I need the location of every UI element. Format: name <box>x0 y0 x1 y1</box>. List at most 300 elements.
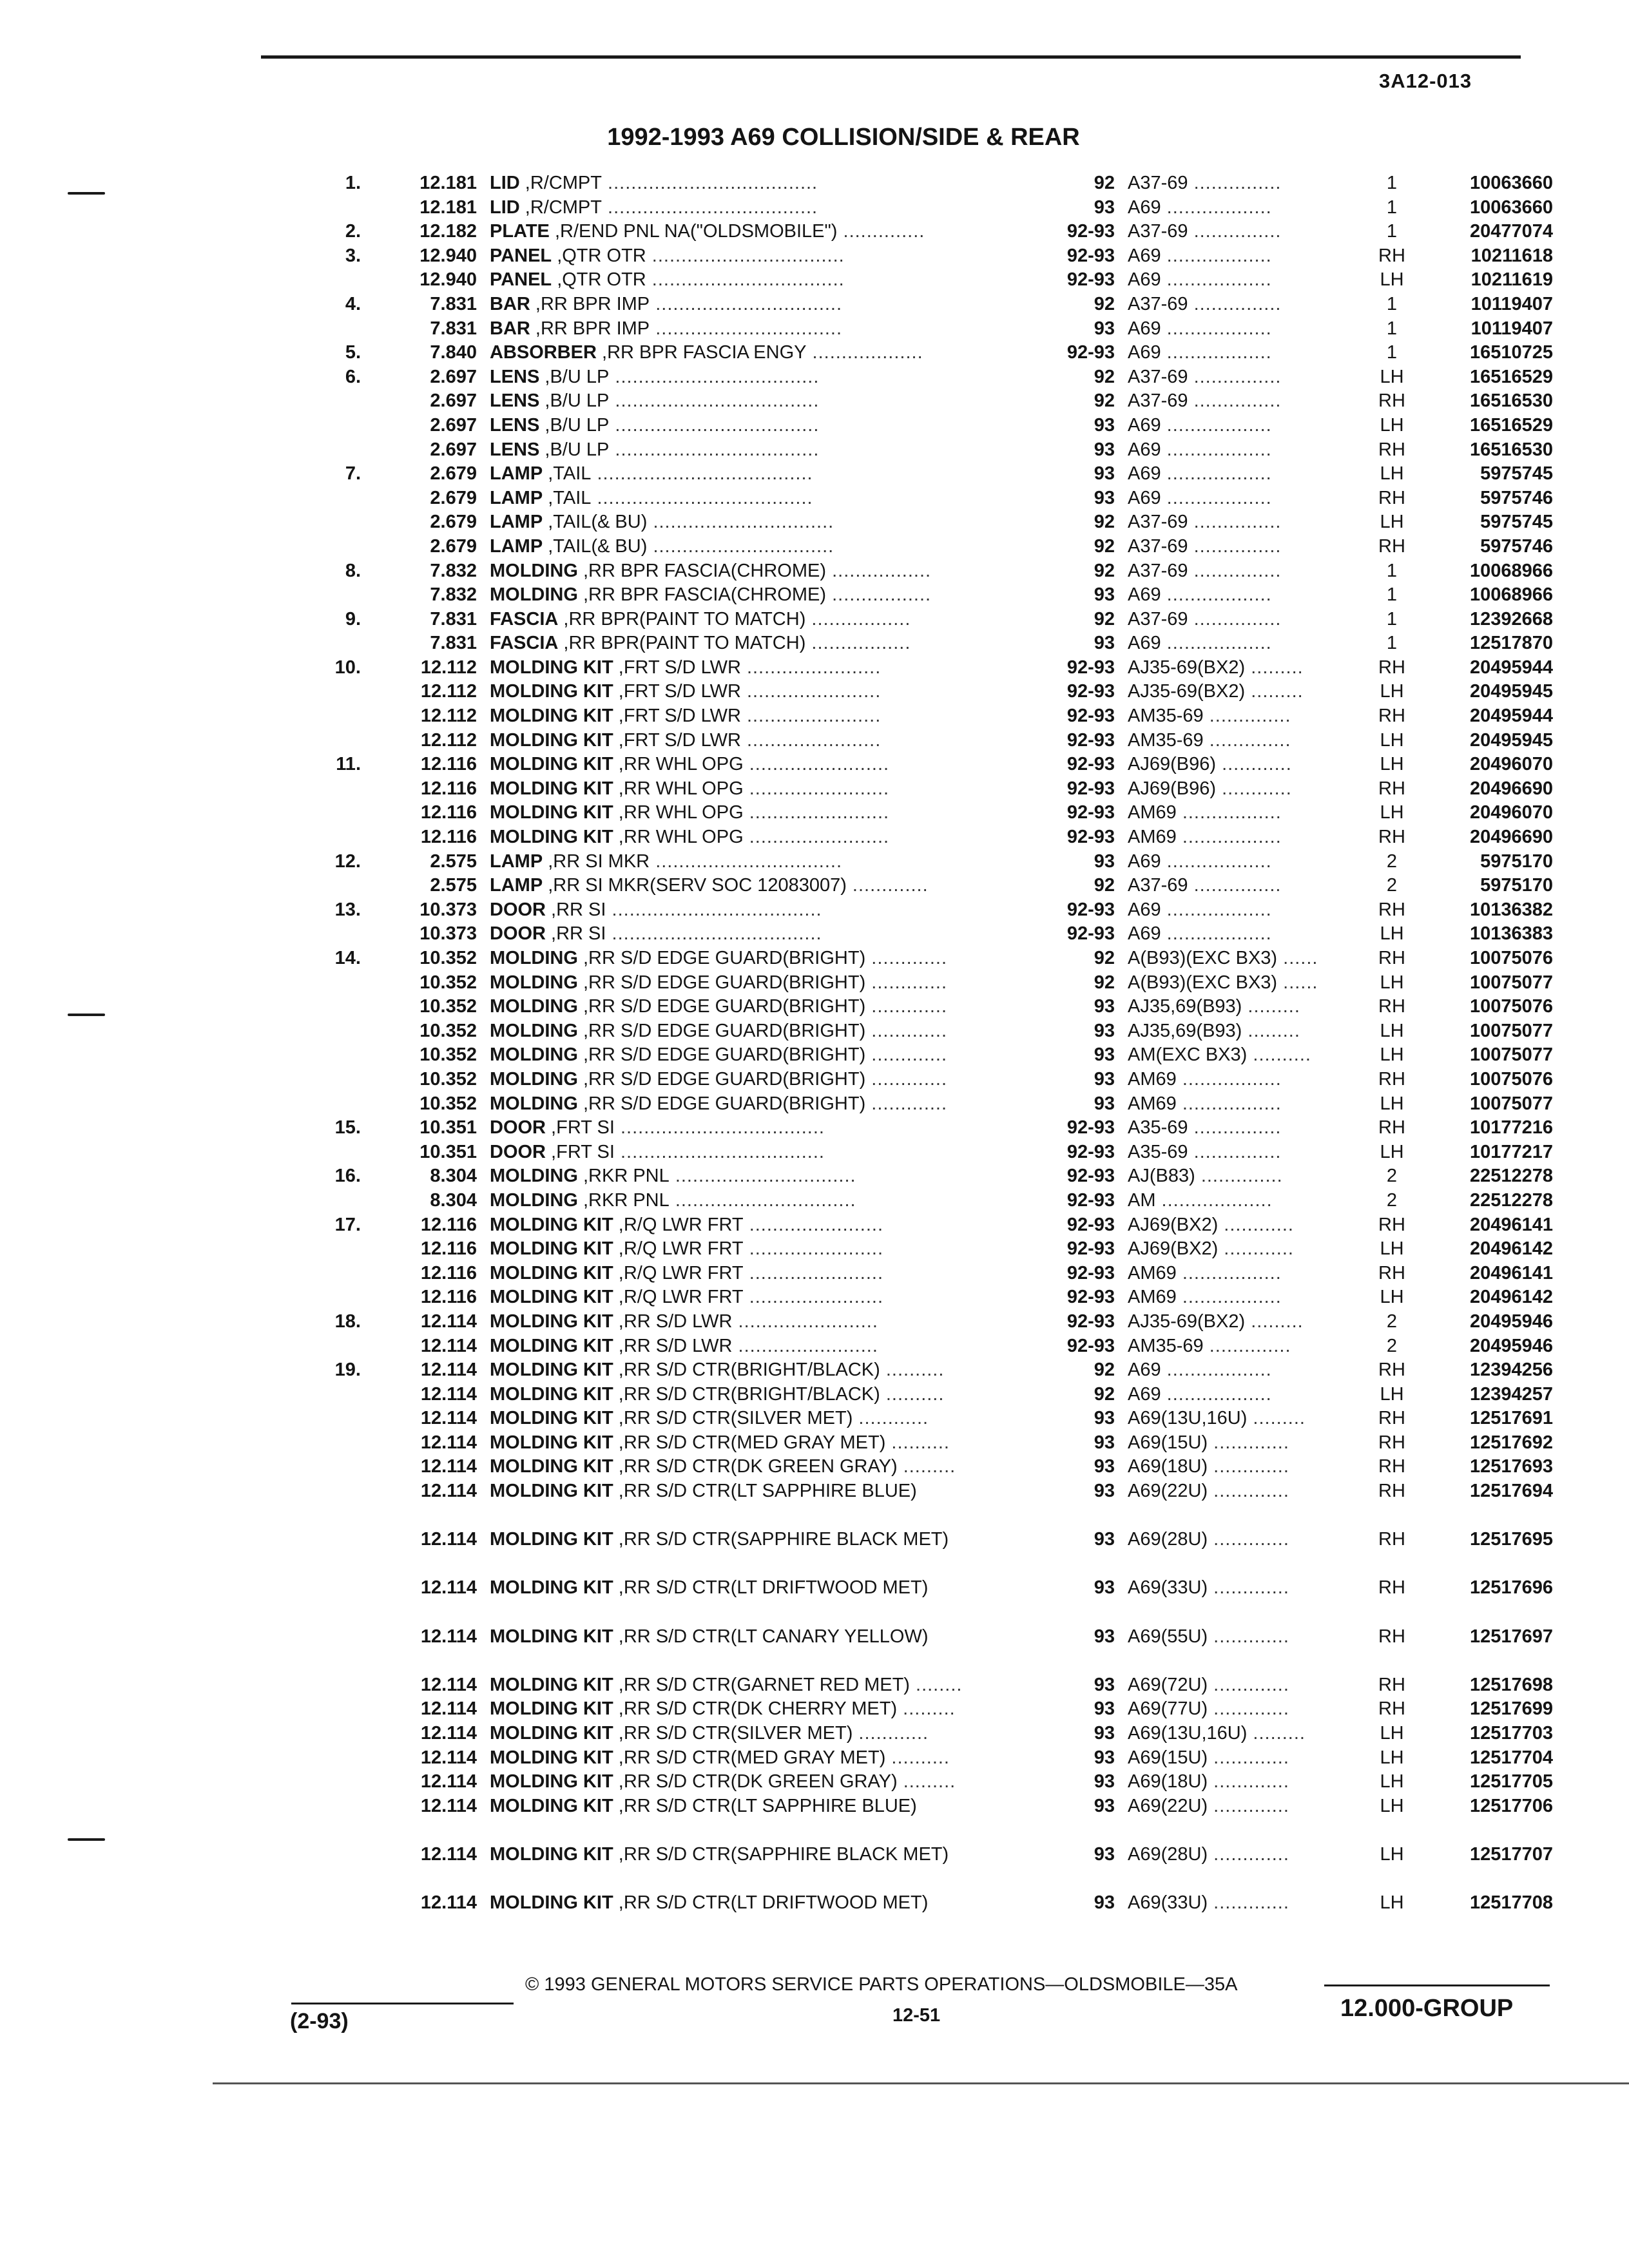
part-detail: ,RR WHL OPG <box>613 754 744 775</box>
quantity: RH <box>1378 1577 1405 1599</box>
part-name: MOLDING KIT <box>490 802 613 823</box>
body-model <box>1128 1528 1398 1552</box>
part-row <box>303 947 1553 971</box>
group-number: 7.831 <box>430 633 477 654</box>
dot-leader: .................. <box>1161 318 1272 339</box>
body-model <box>1128 898 1398 923</box>
model-code: A69 <box>1128 633 1161 654</box>
dot-leader: ....................... <box>740 729 882 751</box>
part-detail: ,RR BPR(PAINT TO MATCH) <box>558 608 806 629</box>
part-name: FASCIA <box>490 633 559 654</box>
part-row <box>303 1189 1553 1213</box>
dot-leader: .......... <box>885 1432 950 1453</box>
model-year: 92 <box>1094 390 1115 412</box>
part-row <box>303 801 1553 825</box>
quantity: RH <box>1378 1432 1405 1453</box>
model-code: A69(28U) <box>1128 1529 1208 1550</box>
group-number: 12.114 <box>420 1674 477 1695</box>
group-number: 2.575 <box>430 850 477 872</box>
part-row <box>303 1043 1553 1068</box>
part-detail: ,RR S/D CTR(LT DRIFTWOOD MET) <box>613 1577 929 1599</box>
part-description <box>490 196 1018 220</box>
body-model <box>1128 268 1398 293</box>
group-number: 12.114 <box>420 1311 477 1332</box>
model-code: A69 <box>1128 584 1161 606</box>
part-detail: ,RR S/D CTR(SAPPHIRE BLACK MET) <box>613 1529 949 1550</box>
part-number: 10075077 <box>1469 972 1553 993</box>
part-number: 10119407 <box>1470 318 1553 339</box>
model-year: 93 <box>1094 1456 1115 1477</box>
group-number: 7.831 <box>430 318 477 339</box>
part-row <box>303 1843 1553 1891</box>
part-row <box>303 1891 1553 1939</box>
part-row <box>303 1262 1553 1286</box>
item-index: 11. <box>336 754 361 775</box>
part-number: 12517691 <box>1469 1408 1553 1429</box>
part-detail: ,RR S/D EDGE GUARD(BRIGHT) <box>577 1093 866 1114</box>
dot-leader: .......... <box>880 1383 945 1405</box>
model-code: A69(33U) <box>1128 1577 1208 1599</box>
group-number: 2.697 <box>430 366 477 387</box>
part-description <box>490 1164 1018 1189</box>
group-number: 12.114 <box>420 1577 477 1599</box>
model-code: A69(13U,16U) <box>1128 1723 1248 1744</box>
quantity: LH <box>1380 923 1404 945</box>
group-number: 12.114 <box>420 1335 477 1356</box>
part-description <box>490 389 1018 414</box>
model-year: 92-93 <box>1066 899 1115 920</box>
part-number: 10075076 <box>1469 996 1553 1017</box>
group-number: 10.352 <box>419 1020 477 1041</box>
footer-group: 12.000-GROUP <box>1340 1995 1514 2022</box>
dot-leader: ........................ <box>732 1335 878 1356</box>
dot-leader: ............. <box>1208 1747 1289 1768</box>
part-detail: ,RR BPR IMP <box>530 293 650 314</box>
model-year: 92-93 <box>1066 729 1115 751</box>
dot-leader: ............. <box>1208 1577 1289 1599</box>
group-number: 10.352 <box>419 972 477 993</box>
part-detail: ,RR S/D EDGE GUARD(BRIGHT) <box>577 1044 866 1066</box>
dot-leader: ......... <box>1245 1311 1304 1332</box>
model-year: 92-93 <box>1066 1117 1115 1139</box>
part-detail: ,R/CMPT <box>519 173 602 193</box>
dot-leader: ............. <box>1208 1795 1289 1816</box>
dot-leader: ............... <box>1188 875 1282 896</box>
quantity: LH <box>1380 512 1404 533</box>
model-code: A69(22U) <box>1128 1795 1208 1816</box>
part-name: PLATE <box>490 221 550 242</box>
item-index: 17. <box>334 1214 361 1235</box>
part-number: 10068966 <box>1469 584 1553 606</box>
part-row <box>303 1770 1553 1794</box>
dot-leader: ............. <box>865 1068 948 1090</box>
quantity: 2 <box>1386 1311 1398 1332</box>
body-model <box>1128 559 1398 584</box>
quantity: LH <box>1380 1892 1404 1914</box>
group-number: 12.112 <box>420 657 477 678</box>
model-code: A69 <box>1128 487 1161 508</box>
part-description <box>490 608 1018 632</box>
model-year: 93 <box>1094 584 1115 606</box>
group-number: 10.352 <box>419 1093 477 1114</box>
body-model <box>1128 1455 1398 1479</box>
part-number: 5975746 <box>1480 487 1553 508</box>
quantity: 2 <box>1386 875 1398 896</box>
part-name: MOLDING KIT <box>490 1723 613 1744</box>
model-code: A69 <box>1128 1383 1161 1405</box>
quantity: 1 <box>1386 293 1398 314</box>
body-model <box>1128 583 1398 608</box>
group-number: 12.112 <box>420 681 477 702</box>
part-description <box>490 1358 1018 1383</box>
model-code: A69 <box>1128 269 1161 291</box>
dot-leader: ............ <box>853 1408 929 1429</box>
model-code: AJ69(B96) <box>1128 754 1217 775</box>
quantity: RH <box>1378 1068 1405 1090</box>
part-detail: ,RR S/D CTR(BRIGHT/BLACK) <box>613 1383 880 1405</box>
dot-leader: .................. <box>1161 487 1272 508</box>
part-name: MOLDING <box>490 1093 578 1114</box>
part-row <box>303 1164 1553 1189</box>
quantity: RH <box>1378 245 1405 266</box>
dot-leader: ............. <box>865 948 948 968</box>
model-year: 92-93 <box>1066 657 1115 678</box>
model-year: 92 <box>1094 1360 1115 1381</box>
model-code: AJ69(B96) <box>1128 778 1217 799</box>
model-year: 93 <box>1094 1093 1115 1114</box>
dot-leader: .................................... <box>606 923 822 945</box>
body-model <box>1128 414 1398 438</box>
part-number: 10063660 <box>1469 197 1553 218</box>
part-description <box>490 317 1018 341</box>
model-year: 92-93 <box>1066 778 1115 799</box>
model-year: 93 <box>1094 439 1115 460</box>
model-year: 92 <box>1094 972 1115 993</box>
model-year: 93 <box>1094 1674 1115 1695</box>
dot-leader: .......... <box>1247 1044 1311 1066</box>
part-number: 12517706 <box>1469 1795 1553 1816</box>
part-detail: ,RR BPR(PAINT TO MATCH) <box>558 633 806 654</box>
dot-leader: ......... <box>1242 996 1300 1017</box>
quantity: LH <box>1380 414 1404 436</box>
part-number: 10075077 <box>1469 1093 1553 1114</box>
part-description <box>490 220 1018 244</box>
model-code: A69(18U) <box>1128 1771 1208 1792</box>
part-row <box>303 656 1553 680</box>
dot-leader: ........................ <box>743 827 890 848</box>
part-row <box>303 1116 1553 1140</box>
body-model <box>1128 389 1398 414</box>
part-row <box>303 317 1553 341</box>
page-title: 1992-1993 A69 COLLISION/SIDE & REAR <box>607 124 1080 151</box>
dot-leader: ............. <box>1208 1456 1289 1477</box>
body-model <box>1128 1092 1398 1117</box>
quantity: LH <box>1380 1287 1404 1308</box>
part-detail: ,RR SI <box>546 923 606 945</box>
part-row <box>303 1310 1553 1334</box>
body-model <box>1128 1576 1398 1600</box>
model-year: 92-93 <box>1066 1189 1115 1211</box>
dot-leader: ............... <box>1188 366 1282 387</box>
part-row <box>303 850 1553 874</box>
dot-leader: ................. <box>1176 1068 1282 1090</box>
part-row <box>303 1746 1553 1771</box>
part-number: 5975745 <box>1480 512 1553 533</box>
part-row <box>303 535 1553 559</box>
model-year: 92-93 <box>1066 1141 1115 1162</box>
model-year: 92 <box>1094 293 1115 314</box>
part-number: 20495945 <box>1469 681 1553 702</box>
part-row <box>303 414 1553 438</box>
dot-leader: ................................ <box>650 318 843 339</box>
part-description <box>490 268 1018 293</box>
part-row <box>303 293 1553 317</box>
dot-leader: ............... <box>1188 535 1282 557</box>
part-row <box>303 704 1553 729</box>
model-year: 93 <box>1094 1626 1115 1647</box>
part-detail: ,QTR OTR <box>552 245 646 266</box>
model-year: 93 <box>1094 850 1115 872</box>
part-name: BAR <box>490 318 530 339</box>
part-description <box>490 801 1018 825</box>
part-description <box>490 1237 1018 1262</box>
part-number: 20496142 <box>1469 1287 1553 1308</box>
quantity: RH <box>1378 1674 1405 1695</box>
dot-leader: ................. <box>805 608 911 629</box>
body-model <box>1128 1722 1398 1746</box>
model-code: A37-69 <box>1128 535 1188 557</box>
part-description <box>490 1140 1018 1165</box>
model-code: A35-69 <box>1128 1117 1188 1139</box>
part-detail: ,RR S/D EDGE GUARD(BRIGHT) <box>577 996 866 1017</box>
model-year: 93 <box>1094 487 1115 508</box>
part-row <box>303 680 1553 704</box>
part-description <box>490 1891 1018 1916</box>
dot-leader: ...... <box>1277 948 1318 968</box>
group-number: 12.114 <box>420 1456 477 1477</box>
item-index: 1. <box>345 173 361 193</box>
dot-leader: .............. <box>837 221 925 242</box>
body-model <box>1128 1625 1398 1649</box>
part-description <box>490 510 1018 535</box>
quantity: RH <box>1378 899 1405 920</box>
part-description <box>490 1746 1018 1771</box>
dot-leader: ............. <box>1208 1626 1289 1647</box>
model-code: A69 <box>1128 245 1161 266</box>
part-row <box>303 510 1553 535</box>
body-model <box>1128 1068 1398 1092</box>
part-number: 12517695 <box>1469 1529 1553 1550</box>
body-model <box>1128 196 1398 220</box>
model-year: 93 <box>1094 1698 1115 1720</box>
part-description <box>490 1068 1018 1092</box>
model-code: A69 <box>1128 1360 1161 1381</box>
bottom-rule <box>213 2082 1629 2084</box>
dot-leader: .................. <box>1161 414 1272 436</box>
dot-leader: ....................... <box>740 657 882 678</box>
part-description <box>490 922 1018 947</box>
body-model <box>1128 244 1398 269</box>
model-code: A69(33U) <box>1128 1892 1208 1914</box>
part-name: MOLDING KIT <box>490 1674 613 1695</box>
part-row <box>303 922 1553 947</box>
part-number: 12394256 <box>1469 1360 1553 1381</box>
part-number: 16516530 <box>1469 390 1553 412</box>
part-detail: ,RR S/D CTR(DK CHERRY MET) <box>613 1698 898 1720</box>
part-name: DOOR <box>490 923 546 945</box>
part-detail: ,FRT S/D LWR <box>613 729 741 751</box>
dot-leader: ............................... <box>669 1189 856 1211</box>
part-description <box>490 1189 1018 1213</box>
part-detail: ,TAIL <box>543 463 592 485</box>
part-detail: ,RR S/D CTR(SILVER MET) <box>613 1723 853 1744</box>
part-number: 10136382 <box>1469 899 1553 920</box>
part-detail: ,RR WHL OPG <box>613 802 744 823</box>
dot-leader: .................. <box>1161 439 1272 460</box>
item-index: 18. <box>334 1311 361 1332</box>
dot-leader: .................. <box>1161 923 1272 945</box>
group-number: 12.940 <box>419 269 477 291</box>
group-number: 2.679 <box>430 535 477 557</box>
group-number: 2.679 <box>430 487 477 508</box>
part-detail: ,RR S/D EDGE GUARD(BRIGHT) <box>577 1068 866 1090</box>
dot-leader: ................. <box>805 633 911 654</box>
part-row <box>303 1431 1553 1456</box>
part-detail: ,TAIL <box>543 487 592 508</box>
body-model <box>1128 1043 1398 1068</box>
item-index: 16. <box>334 1166 361 1187</box>
part-description <box>490 777 1018 802</box>
dot-leader: ......... <box>1242 1020 1300 1041</box>
model-code: A35-69 <box>1128 1141 1188 1162</box>
body-model <box>1128 1891 1398 1916</box>
item-index: 2. <box>345 221 361 242</box>
part-name: MOLDING KIT <box>490 1360 613 1381</box>
quantity: RH <box>1378 1360 1405 1381</box>
part-name: PANEL <box>490 269 552 291</box>
group-number: 12.114 <box>420 1408 477 1429</box>
body-model <box>1128 317 1398 341</box>
model-code: AM35-69 <box>1128 706 1204 727</box>
quantity: RH <box>1378 390 1405 412</box>
part-name: MOLDING KIT <box>490 1408 613 1429</box>
dot-leader: ................................. <box>646 269 845 291</box>
quantity: RH <box>1378 1262 1405 1283</box>
part-description <box>490 462 1018 486</box>
dot-leader: ............... <box>1188 1117 1282 1139</box>
part-detail: ,B/U LP <box>539 439 610 460</box>
group-number: 7.832 <box>430 584 477 606</box>
part-number: 20496690 <box>1469 778 1553 799</box>
dot-leader: .......... <box>885 1747 950 1768</box>
group-number: 10.352 <box>419 1068 477 1090</box>
part-number: 16516529 <box>1469 414 1553 436</box>
model-year: 93 <box>1094 463 1115 485</box>
part-detail: ,TAIL(& BU) <box>543 535 648 557</box>
dot-leader: ....................... <box>743 1287 884 1308</box>
group-number: 12.182 <box>419 221 477 242</box>
group-number: 2.575 <box>430 875 477 896</box>
model-year: 92 <box>1094 948 1115 968</box>
part-description <box>490 341 1018 365</box>
part-number: 10075076 <box>1469 948 1553 968</box>
part-number: 20496070 <box>1469 802 1553 823</box>
part-description <box>490 1262 1018 1286</box>
model-year: 93 <box>1094 318 1115 339</box>
part-description <box>490 1043 1018 1068</box>
part-row <box>303 1092 1553 1117</box>
dot-leader: ............ <box>1216 754 1292 775</box>
model-code: A69 <box>1128 318 1161 339</box>
part-name: LAMP <box>490 850 543 872</box>
part-description <box>490 656 1018 680</box>
model-code: A69 <box>1128 463 1161 485</box>
model-year: 92-93 <box>1066 1262 1115 1283</box>
group-number: 12.114 <box>420 1843 477 1865</box>
body-model <box>1128 1213 1398 1238</box>
part-number: 12517694 <box>1469 1481 1553 1502</box>
model-code: A37-69 <box>1128 221 1188 242</box>
dot-leader: ....................... <box>743 1262 884 1283</box>
dot-leader: ........................ <box>743 802 890 823</box>
part-detail: ,FRT S/D LWR <box>613 706 741 727</box>
footer-date-code: (2-93) <box>290 2009 349 2033</box>
model-year: 92 <box>1094 875 1115 896</box>
part-row <box>303 825 1553 850</box>
part-description <box>490 1334 1018 1359</box>
part-name: MOLDING KIT <box>490 1771 613 1792</box>
part-description <box>490 1794 1018 1819</box>
top-rule <box>261 55 1521 59</box>
model-code: A69(55U) <box>1128 1626 1208 1647</box>
part-number: 20495944 <box>1469 706 1553 727</box>
item-index: 14. <box>334 948 361 968</box>
dot-leader: .................. <box>1161 342 1272 363</box>
part-name: LAMP <box>490 463 543 485</box>
body-model <box>1128 729 1398 753</box>
model-code: AM(EXC BX3) <box>1128 1044 1248 1066</box>
part-name: PANEL <box>490 245 552 266</box>
part-description <box>490 704 1018 729</box>
part-number: 10211618 <box>1470 245 1553 266</box>
item-index: 9. <box>345 608 361 629</box>
part-description <box>490 1673 1018 1698</box>
dot-leader: ............................... <box>647 512 834 533</box>
part-detail: ,B/U LP <box>539 414 610 436</box>
group-number: 12.116 <box>420 1238 477 1260</box>
body-model <box>1128 462 1398 486</box>
part-name: MOLDING <box>490 1189 578 1211</box>
quantity: LH <box>1380 681 1404 702</box>
part-number: 10177217 <box>1469 1141 1553 1162</box>
dot-leader: .................. <box>1161 633 1272 654</box>
part-detail: ,FRT S/D LWR <box>613 681 741 702</box>
part-description <box>490 874 1018 898</box>
part-detail: ,QTR OTR <box>552 269 646 291</box>
part-row <box>303 1140 1553 1165</box>
model-year: 92-93 <box>1066 221 1115 242</box>
model-code: AJ69(BX2) <box>1128 1238 1219 1260</box>
group-number: 10.351 <box>419 1117 477 1139</box>
quantity: RH <box>1378 1214 1405 1235</box>
part-name: BAR <box>490 293 530 314</box>
part-row <box>303 1334 1553 1359</box>
body-model <box>1128 825 1398 850</box>
part-name: MOLDING KIT <box>490 754 613 775</box>
part-detail: ,RR BPR FASCIA(CHROME) <box>577 584 827 606</box>
dot-leader: .......... <box>880 1360 945 1381</box>
dot-leader: ............. <box>1208 1843 1289 1865</box>
